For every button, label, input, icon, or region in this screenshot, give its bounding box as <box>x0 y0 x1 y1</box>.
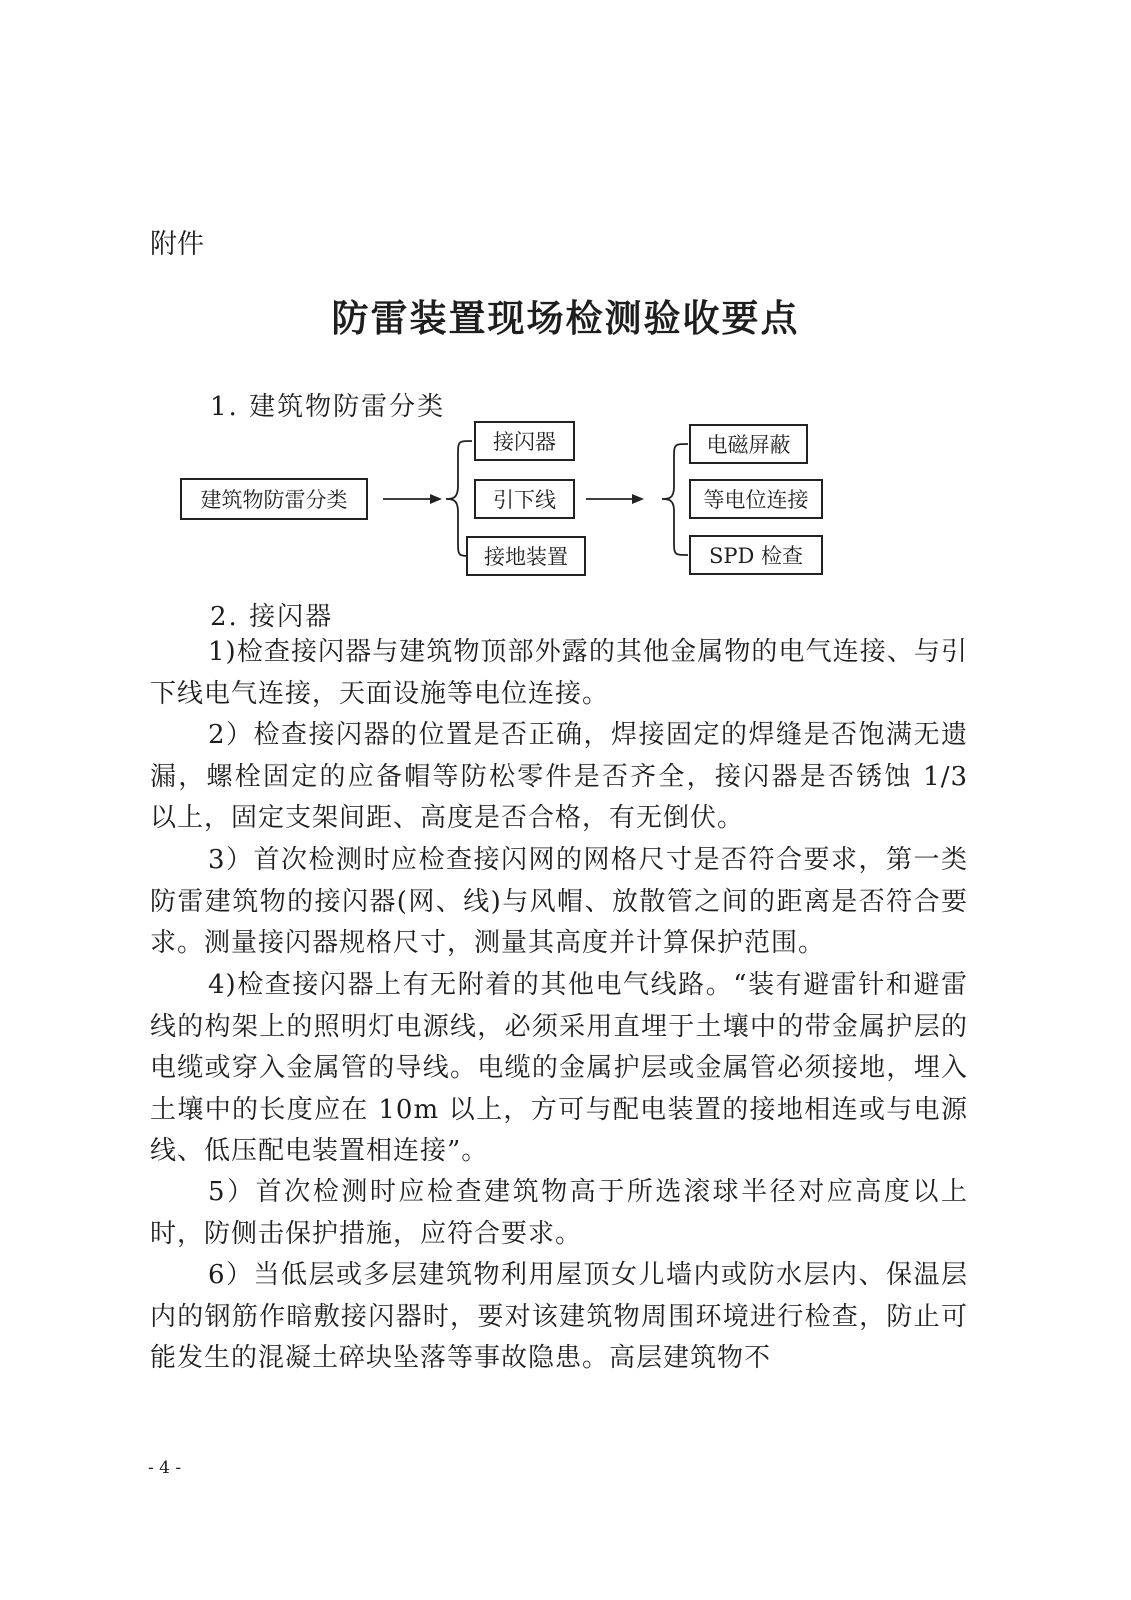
attachment-label: 附件 <box>150 229 204 260</box>
paragraph-item-2: 2）检查接闪器的位置是否正确，焊接固定的焊缝是否饱满无遗漏，螺栓固定的应备帽等防松零件是否齐全，接闪器是否锈蚀 1/3 以上，固定支架间距、高度是否合格，有无倒伏。 <box>150 720 968 833</box>
section-heading-air-terminal: 2. 接闪器 <box>210 602 334 632</box>
arrow-head <box>632 494 644 504</box>
paragraph-item-5: 5）首次检测时应检查建筑物高于所选滚球半径对应高度以上时，防侧击保护措施，应符合要求。 <box>150 1177 968 1249</box>
diagram-box-grounding: 接地装置 <box>466 536 586 576</box>
page-title: 防雷装置现场检测验收要点 <box>331 297 800 340</box>
diagram-box-air-terminal: 接闪器 <box>474 421 575 461</box>
paragraph-item-1: 1)检查接闪器与建筑物顶部外露的其他金属物的电气连接、与引下线电气连接，天面设施等电位连接。 <box>150 637 968 709</box>
diagram-box-spd-check: SPD 检查 <box>689 535 823 575</box>
brace-bracket <box>662 444 688 555</box>
paragraph-item-4: 4)检查接闪器上有无附着的其他电气线路。“装有避雷针和避雷线的构架上的照明灯电源线，必须采用直埋于土壤中的带金属护层的电缆或穿入金属管的导线。电缆的金属护层或金属管必须接地，埋入土壤中的长度应在 10m 以上，方可与配电装置的接地相连或与电源线、低压配电装置相连接”。 <box>150 970 968 1166</box>
paragraph-item-6: 6）当低层或多层建筑物利用屋顶女儿墙内或防水层内、保温层内的钢筋作暗敷接闪器时，要对该建筑物周围环境进行检查，防止可能发生的混凝土碎块坠落等事故隐患。高层建筑物不 <box>150 1260 968 1373</box>
arrow-head <box>430 494 442 504</box>
diagram-box-down-conductor: 引下线 <box>474 479 575 519</box>
diagram-box-equipotential: 等电位连接 <box>689 479 823 519</box>
paragraph-item-3: 3）首次检测时应检查接闪网的网格尺寸是否符合要求，第一类防雷建筑物的接闪器(网、线)与风帽、放散管之间的距离是否符合要求。测量接闪器规格尺寸，测量其高度并计算保护范围。 <box>150 845 968 958</box>
diagram-box-em-shielding: 电磁屏蔽 <box>689 424 808 464</box>
section-heading-classification: 1. 建筑物防雷分类 <box>210 392 446 422</box>
page-number: - 4 - <box>148 1458 182 1478</box>
diagram-box-root: 建筑物防雷分类 <box>180 478 368 520</box>
